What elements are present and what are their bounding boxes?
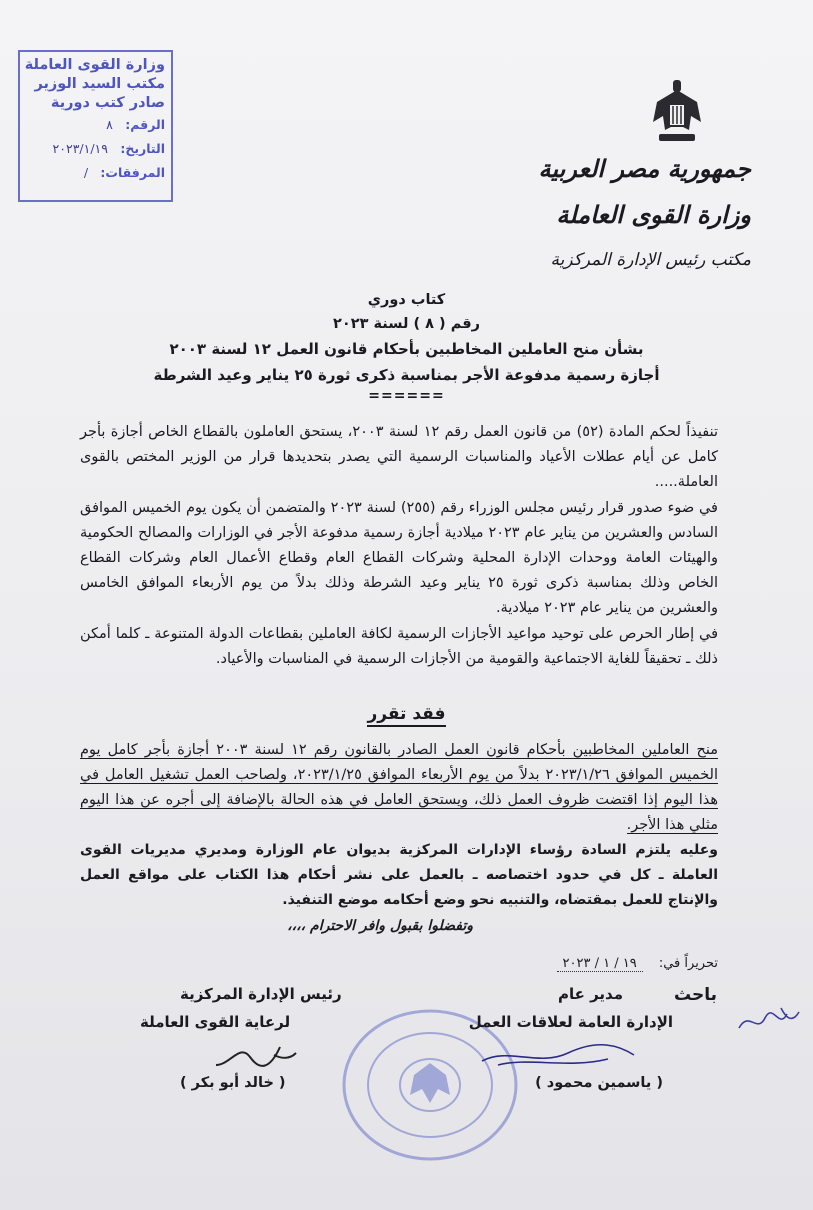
subject-line-1: بشأن منح العاملين المخاطبين بأحكام قانون العمل ١٢ لسنة ٢٠٠٣ <box>169 340 644 358</box>
head-name: ( خالد أبو بكر ) <box>180 1075 286 1091</box>
decision-heading-text: فقد تقرر <box>367 704 445 727</box>
researcher-signature-icon <box>735 1000 803 1040</box>
stamp-number-value: ٨ <box>106 117 113 132</box>
gm-department: الإدارة العامة لعلاقات العمل <box>468 1013 673 1031</box>
paragraph-legal-basis: تنفيذاً لحكم المادة (٥٢) من قانون العمل رقم ١٢ لسنة ٢٠٠٣، يستحق العاملون بالقطاع الخاص أجازة بأجر كامل عن أيام عطلات الأعياد والمناسبات الرسمية التي يصدر بتحديدها قرار من الوزير المختص بالقوى العاملة..... <box>80 424 718 490</box>
stamp-date-label: التاريخ: <box>120 141 165 156</box>
header-republic: جمهورية مصر العربية <box>538 154 751 183</box>
gm-title: مدير عام <box>557 985 623 1003</box>
separator: ====== <box>368 388 445 404</box>
paragraph-decision <box>80 738 718 838</box>
researcher-title: باحث <box>673 985 717 1005</box>
paragraph-instructions: وعليه يلتزم السادة رؤساء الإدارات المركزية بديوان عام الوزارة ومديري مديريات القوى العاملة ـ كل في حدود اختصاصه ـ بالعمل على نشر أحكام هذا الكتاب على مواقع العمل والإنتاج للعمل بمقتضاه، والتنبيه نحو وضع أحكامه موضع التنفيذ. <box>80 842 718 908</box>
stamp-attachments-label: المرفقات: <box>100 165 165 180</box>
issue-date-label: تحريراً في: <box>658 956 718 971</box>
stamp-number-row <box>26 113 165 137</box>
paragraph-decree: في ضوء صدور قرار رئيس مجلس الوزراء رقم (٢٥٥) لسنة ٢٠٢٣ والمتضمن أن يكون يوم الخميس الموافق السادس والعشرين من يناير عام ٢٠٢٣ ميلادية أجازة رسمية مدفوعة الأجر في الوزارات والمصالح الحكومية والهيئات العامة ووحدات الإدارة المحلية وشركات القطاع العام وقطاع الأعمال العام وشركات القطاع الخاص وذلك بمناسبة ذكرى ثورة ٢٥ يناير وعيد الشرطة وذلك بدلاً من يوم الأربعاء الموافق الخامس والعشرين من يناير عام ٢٠٢٣ ميلادية. <box>80 500 718 616</box>
doc-type: كتاب دوري <box>367 292 446 308</box>
stamp-office: مكتب السيد الوزير <box>34 76 165 92</box>
head-title: رئيس الإدارة المركزية <box>180 985 342 1003</box>
outgoing-stamp <box>18 50 173 202</box>
header-ministry: وزارة القوى العاملة <box>556 200 751 229</box>
head-signature-icon <box>210 1035 300 1075</box>
stamp-type: صادر كتب دورية <box>50 95 165 111</box>
closing-greeting: وتفضلوا بقبول وافر الاحترام ،،،، <box>287 918 473 934</box>
doc-number: رقم ( ٨ ) لسنة ٢٠٢٣ <box>333 316 480 332</box>
issue-date-line <box>557 956 719 971</box>
gm-signature-icon <box>478 1035 638 1075</box>
header-office: مكتب رئيس الإدارة المركزية <box>550 250 751 270</box>
stamp-attachments-row <box>26 161 165 185</box>
stamp-number-label: الرقم: <box>125 117 165 132</box>
gm-name: ( ياسمين محمود ) <box>535 1075 663 1091</box>
issue-date-value: ١٩ / ١ / ٢٠٢٣ <box>557 956 643 972</box>
paragraph-purpose: في إطار الحرص على توحيد مواعيد الأجازات الرسمية لكافة العاملين بقطاعات الدولة المتنوعة ـ كلما أمكن ذلك ـ تحقيقاً للغاية الاجتماعية والقومية من الأجازات الرسمية في المناسبات والأعياد. <box>80 626 718 667</box>
head-department: لرعاية القوى العاملة <box>140 1013 291 1031</box>
stamp-date-value: ٢٠٢٣/١/١٩ <box>52 141 108 156</box>
subject-line-2: أجازة رسمية مدفوعة الأجر بمناسبة ذكرى ثورة ٢٥ يناير وعيد الشرطة <box>153 366 660 384</box>
stamp-ministry: وزارة القوى العاملة <box>24 57 165 73</box>
paragraph-decision-text: منح العاملين المخاطبين بأحكام قانون العمل الصادر بالقانون رقم ١٢ لسنة ٢٠٠٣ أجازة بأجر كامل يوم الخميس الموافق ٢٠٢٣/١/٢٦ بدلاً من يوم الأربعاء الموافق ٢٠٢٣/١/٢٥، ولصاحب العمل تشغيل العامل في هذا اليوم إذا اقتضت ظروف العمل ذلك، ويستحق العامل في هذه الحالة بالإضافة إلى أجره عن هذا اليوم مثلي هذا الأجر. <box>80 742 718 833</box>
eagle-emblem-icon <box>651 78 703 146</box>
stamp-attachments-value: / <box>83 165 89 180</box>
stamp-date-row <box>26 137 165 161</box>
decision-heading <box>0 704 813 724</box>
